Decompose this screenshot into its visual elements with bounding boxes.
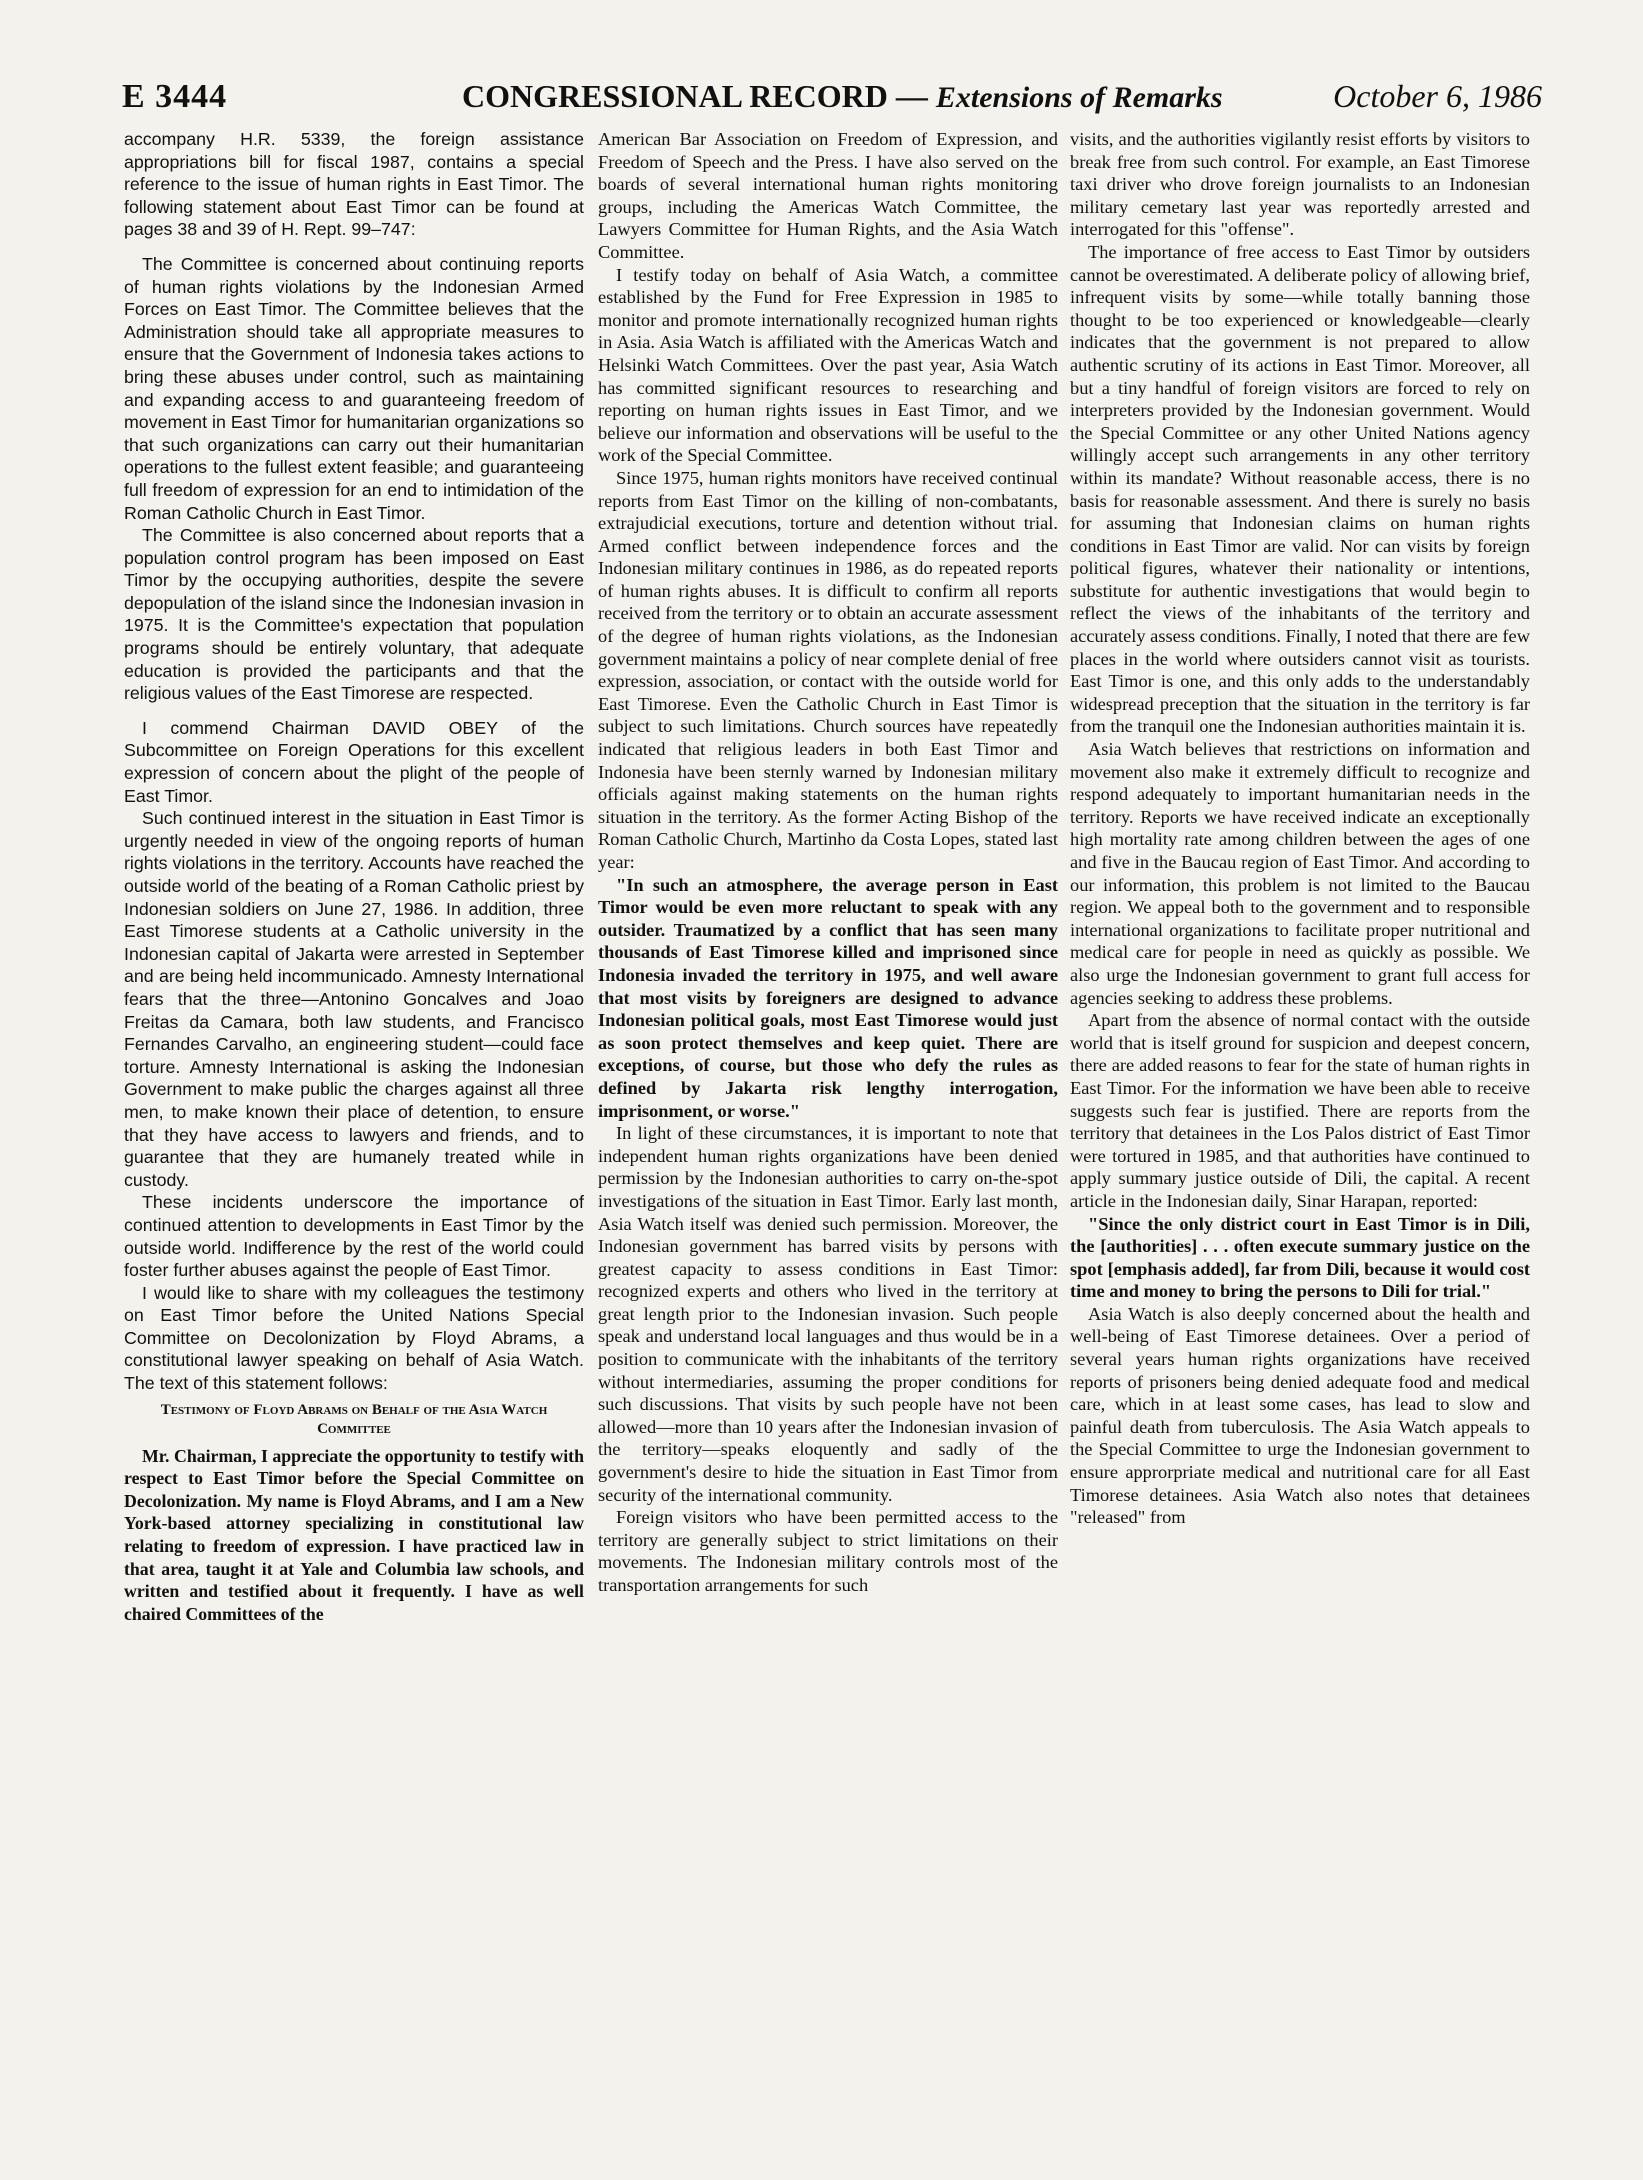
publication-section: Extensions of Remarks bbox=[935, 81, 1223, 114]
page-number: E 3444 bbox=[122, 78, 228, 115]
paragraph: The Committee is concerned about continuing reports of human rights violations by the Indonesian Armed Forces on East Timor. The Committee believes that the Administration should take all appropriate measures to ensure that the Government of Indonesia takes actions to bring these abuses under control, such as maintaining and expanding access to and guaranteeing freedom of movement in East Timor for humanitarian organizations so that such organizations can carry out their humanitarian operations to the fullest extent feasible; and guaranteeing full freedom of expression for an end to intimidation of the Roman Catholic Church in East Timor. bbox=[124, 253, 584, 523]
paragraph: Such continued interest in the situation in East Timor is urgently needed in view of the ongoing reports of human rights violations in the territory. Accounts have reached the outside world of the beating of a Roman Catholic priest by Indonesian soldiers on June 27, 1986. In addition, three East Timorese students at a Catholic university in the Indonesian capital of Jakarta were arrested in September and are being held incommunicado. Amnesty International fears that the three—Antonino Goncalves and Joao Freitas da Camara, both law students, and Francisco Fernandes Carvalho, an engineering student—could face torture. Amnesty International is asking the Indonesian Government to make public the charges against all three men, to make known their place of detention, to ensure that they have access to lawyers and friends, and to guarantee that they are humanely treated while in custody. bbox=[124, 808, 584, 1190]
paragraph: In light of these circumstances, it is important to note that independent human rights organizations have been denied permission by the Indonesian authorities to carry on-the-spot investigations of the situation in East Timor. Early last month, Asia Watch itself was denied such permission. Moreover, the Indonesian government has barred visits by persons with greatest capacity to assess conditions in East Timor: recognized experts and others who lived in the territory at great length prior to the Indonesian invasion. Such people speak and understand local languages and thus would be in a position to communicate with the inhabitants of the territory without intermediaries, assuming the proper conditions for such discussions. That visits by such people have not been allowed—more than 10 years after the Indonesian invasion of the territory—speaks eloquently and sadly of the government's desire to hide the situation in East Timor from security of the international community. bbox=[598, 1123, 1058, 1505]
paragraph: visits, and the authorities vigilantly resist efforts by visitors to break free from such control. For example, an East Timorese taxi driver who drove foreign journalists to an Indonesian military cemetary last year was reportedly arrested and interrogated for this "offense". bbox=[1070, 129, 1530, 240]
testimony-heading: Testimony of Floyd Abrams on Behalf of the Asia Watch Committee bbox=[160, 1401, 548, 1437]
paragraph: Since 1975, human rights monitors have received continual reports from East Timor on the killing of non-combatants, extrajudicial executions, torture and detention without trial. Armed conflict between independence forces and the Indonesian military continues in 1986, as do repeated reports of human rights abuses. It is difficult to confirm all reports received from the territory or to obtain an accurate assessment of the degree of human rights violations, as the Indonesian government maintains a policy of near complete denial of free expression, association, or contact with the outside world for East Timorese. Even the Catholic Church in East Timor is subject to such limitations. Church sources have repeatedly indicated that religious leaders in both East Timor and Indonesia have been sternly warned by Indonesian military officials against making statements on the human rights situation in the territory. As the former Acting Bishop of the Roman Catholic Church, Martinho da Costa Lopes, stated last year: bbox=[598, 467, 1058, 872]
paragraph: The importance of free access to East Timor by outsiders cannot be overestimated. A deliberate policy of allowing brief, infrequent visits by some—while totally banning those thought to be too experienced or knowledgeable—clearly indicates that the government is not prepared to allow authentic scrutiny of its actions in East Timor. Moreover, all but a tiny handful of foreign visitors are forced to rely on interpreters provided by the Indonesian government. Would the Special Committee or any other United Nations agency willingly accept such arrangements in any other territory within its mandate? Without reasonable access, there is no basis for reasonable assessment. And there is surely no basis for assuming that Indonesian claims on human rights conditions in East Timor are valid. Nor can visits by foreign political figures, whatever their nationality or intentions, substitute for authentic investigations that would begin to reflect the views of the inhabitants of the territory and accurately assess conditions. Finally, I noted that there are few places in the world where outsiders cannot visit as tourists. East Timor is one, and this only adds to the understandably widespread preception that the situation in the territory is far from the tranquil one the Indonesian authorities maintain it is. bbox=[1070, 241, 1530, 737]
column-1 bbox=[124, 128, 584, 1625]
paragraph: Foreign visitors who have been permitted access to the territory are generally subject to strict limitations on their movements. The Indonesian military controls most of the transportation arrangements for such bbox=[598, 1507, 1058, 1595]
paragraph: I would like to share with my colleagues the testimony on East Timor before the United Nations Special Committee on Decolonization by Floyd Abrams, a constitutional lawyer speaking on behalf of Asia Watch. The text of this statement follows: bbox=[124, 1282, 584, 1394]
column-2 bbox=[598, 128, 1058, 1597]
paragraph: The Committee is also concerned about reports that a population control program has been imposed on East Timor by the occupying authorities, despite the severe depopulation of the island since the Indonesian invasion in 1975. It is the Committee's expectation that population programs should be entirely voluntary, that adequate education is provided the participants and that the religious values of the East Timorese are respected. bbox=[124, 525, 584, 704]
quotation: "Since the only district court in East Timor is in Dili, the [authorities] . . . often execute summary justice on the spot [emphasis added], far from Dili, because it would cost time and money to bring the persons to Dili for trial." bbox=[1070, 1213, 1530, 1302]
paragraph: Asia Watch believes that restrictions on information and movement also make it extremely difficult to recognize and respond adequately to important humanitarian needs in the territory. Reports we have received indicate an exceptionally high mortality rate among children between the ages of one and five in the Baucau region of East Timor. And according to our information, this problem is not limited to the Baucau region. We appeal both to the government and to responsible international organizations to facilitate proper nutritional and medical care for people in need as quickly as possible. We also urge the Indonesian government to grant full access for agencies seeking to address these problems. bbox=[1070, 739, 1530, 1008]
paragraph: I commend Chairman DAVID OBEY of the Subcommittee on Foreign Operations for this excellent expression of concern about the plight of the people of East Timor. bbox=[124, 717, 584, 806]
paragraph: Asia Watch is also deeply concerned about the health and well-being of East Timorese detainees. Over a period of several years human rights organizations have received reports of prisoners being denied adequate food and medical care, which in at least some cases, has lead to slow and painful death from tuberculosis. The Asia Watch appeals to the Special Committee to urge the Indonesian government to ensure approrpriate medical and nutritional care for all East Timorese detainees. Asia Watch also notes that detainees "released" from bbox=[1070, 1303, 1530, 1528]
paragraph: I testify today on behalf of Asia Watch, a committee established by the Fund for Free Expression in 1985 to monitor and promote internationally recognized human rights in Asia. Asia Watch is affiliated with the Americas Watch and Helsinki Watch Committees. Over the past year, Asia Watch has committed significant resources to researching and reporting on human rights issues in East Timor, and we believe our information and observations will be useful to the work of the Special Committee. bbox=[598, 264, 1058, 466]
page-header bbox=[122, 72, 1542, 122]
paragraph: American Bar Association on Freedom of Expression, and Freedom of Speech and the Press. I have also served on the boards of several international human rights monitoring groups, including the Americas Watch Committee, the Lawyers Committee for Human Rights, and the Asia Watch Committee. bbox=[598, 129, 1058, 262]
publication-title-main: CONGRESSIONAL RECORD — bbox=[462, 78, 928, 114]
column-3 bbox=[1070, 128, 1530, 1529]
paragraph: Apart from the absence of normal contact with the outside world that is itself ground for suspicion and deepest concern, there are added reasons to fear for the state of human rights in East Timor. For the information we have been able to receive suggests such fear is justified. There are reports from the territory that detainees in the Los Palos district of East Timor were tortured in 1985, and that authorities have continued to apply summary justice outside of Dili, the capital. A recent article in the Indonesian daily, Sinar Harapan, reported: bbox=[1070, 1010, 1530, 1211]
paragraph: accompany H.R. 5339, the foreign assistance appropriations bill for fiscal 1987, contains a special reference to the issue of human rights in East Timor. The following statement about East Timor can be found at pages 38 and 39 of H. Rept. 99–747: bbox=[124, 129, 584, 240]
paragraph: These incidents underscore the importance of continued attention to developments in East Timor by the outside world. Indifference by the rest of the world could foster further abuses against the people of East Timor. bbox=[124, 1192, 584, 1281]
publication-date: October 6, 1986 bbox=[1333, 78, 1542, 114]
quotation: "In such an atmosphere, the average person in East Timor would be even more reluctant to speak with any outsider. Traumatized by a conflict that has seen many thousands of East Timorese killed and imprisoned since Indonesia invaded the territory in 1975, and well aware that most visits by foreigners are designed to advance Indonesian political goals, most East Timorese would just as soon protect themselves and keep quiet. There are exceptions, of course, but those who defy the rules as defined by Jakarta risk lengthy interrogation, imprisonment, or worse." bbox=[598, 874, 1058, 1121]
paragraph: Mr. Chairman, I appreciate the opportunity to testify with respect to East Timor before the Special Committee on Decolonization. My name is Floyd Abrams, and I am a New York-based attorney specializing in constitutional law relating to freedom of expression. I have practiced law in that area, taught it at Yale and Columbia law schools, and written and testified about it frequently. I have as well chaired Committees of the bbox=[124, 1445, 584, 1624]
publication-title bbox=[462, 78, 1223, 115]
